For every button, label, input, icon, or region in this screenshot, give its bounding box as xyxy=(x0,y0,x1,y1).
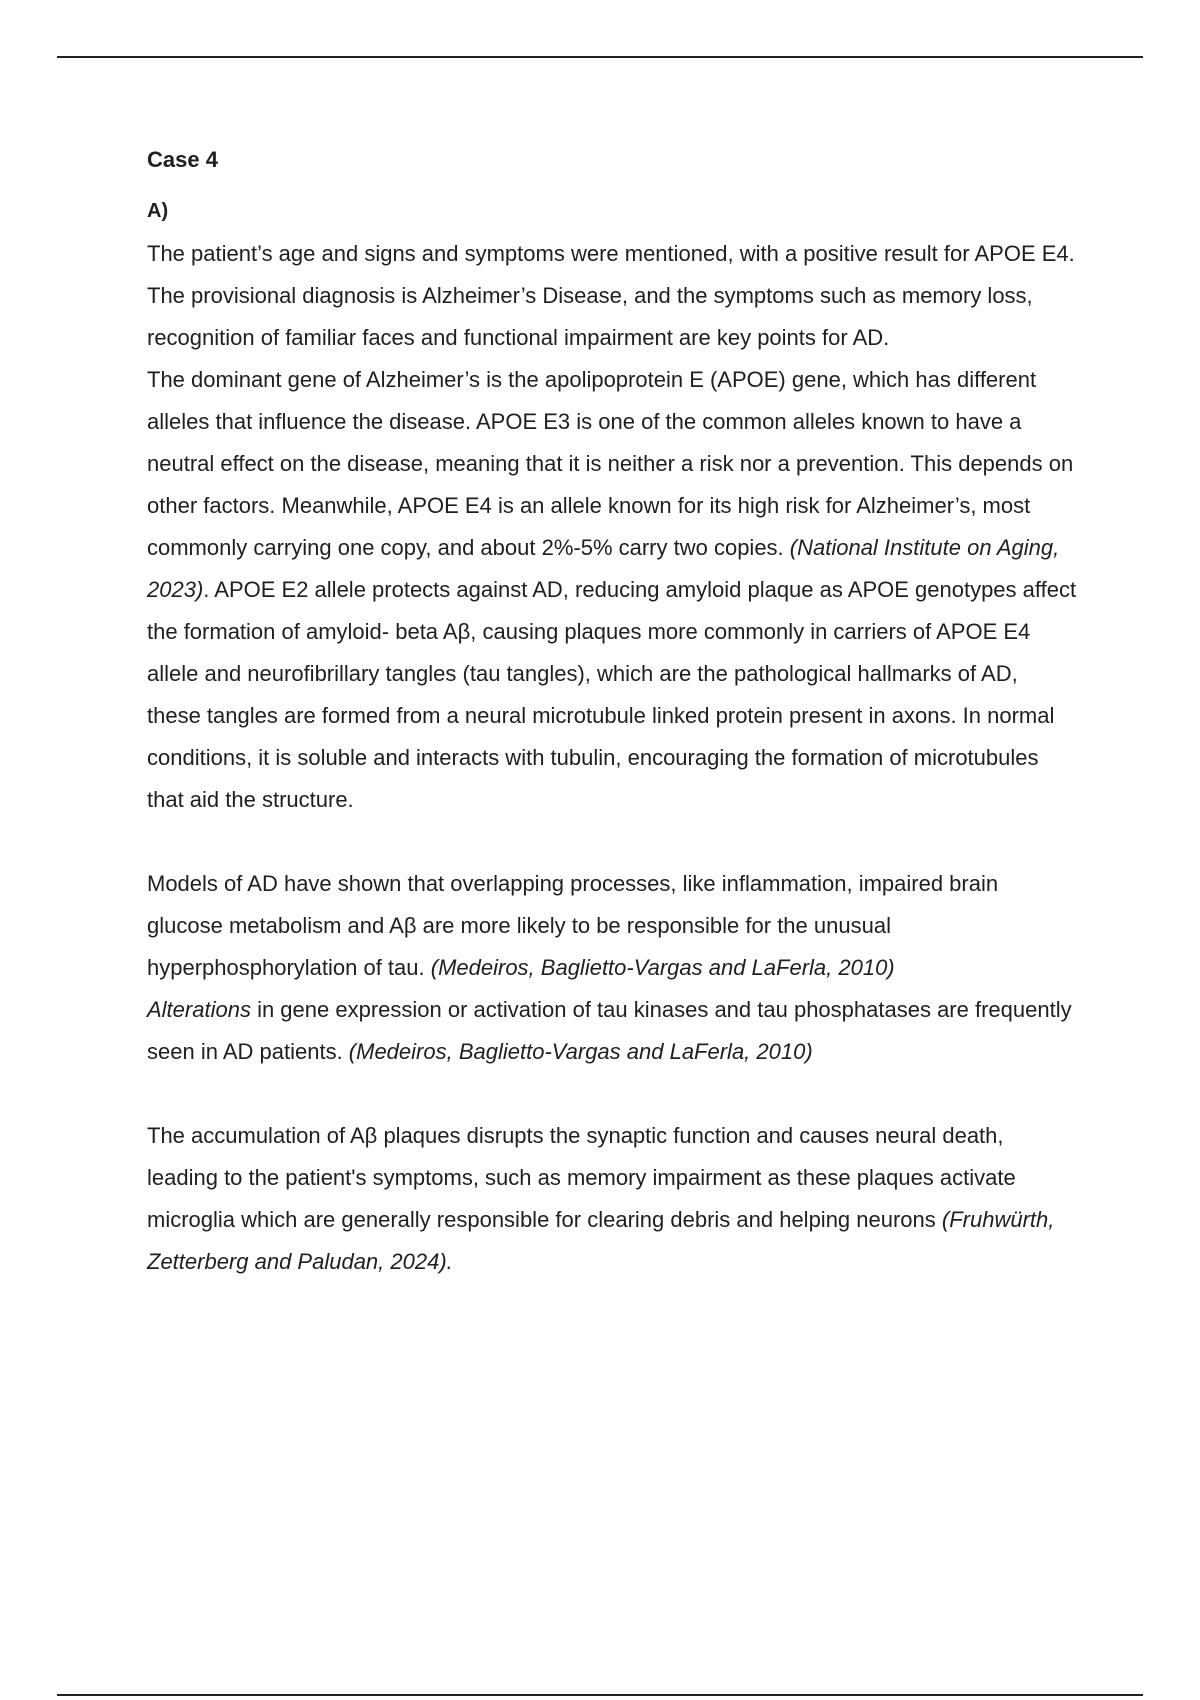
paragraph-3-text-a: Models of AD have shown that overlapping processes, like inflammation, impaired brain glucose metabolism and Aβ are more likely to be responsible for the unusual hyperphosphorylation of tau. xyxy=(147,871,999,980)
bottom-rule xyxy=(57,1694,1143,1696)
citation-fruhwurth: (Fruhwürth, Zetterberg and Paludan, 2024). xyxy=(147,1207,1055,1274)
citation-medeiros-2: (Medeiros, Baglietto-Vargas and LaFerla, 2010) xyxy=(348,1039,813,1064)
top-rule xyxy=(57,56,1143,58)
section-heading: A) xyxy=(147,200,169,222)
paragraph-2 xyxy=(147,359,1077,821)
paragraph-1-text: The patient’s age and signs and symptoms were mentioned, with a positive result for APOE E4. The provisional diagnosis is Alzheimer’s Disease, and the symptoms such as memory loss, recognition of familiar faces and functional impairment are key points for AD. xyxy=(147,241,1075,350)
citation-nia: (National Institute on Aging, 2023) xyxy=(147,535,1060,602)
paragraph-2-text-a: The dominant gene of Alzheimer’s is the apolipoprotein E (APOE) gene, which has different alleles that influence the disease. APOE E3 is one of the common alleles known to have a neutral effect on the disease, meaning that it is neither a risk nor a prevention. This depends on other factors. Meanwhile, APOE E4 is an allele known for its high risk for Alzheimer’s, most commonly carrying one copy, and about 2%-5% carry two copies. xyxy=(147,367,1074,560)
paragraph-3-text-b: in gene expression or activation of tau kinases and tau phosphatases are frequently seen in AD patients. xyxy=(147,997,1072,1064)
paragraph-1 xyxy=(147,233,1077,359)
paragraph-3-italic-word: Alterations xyxy=(147,997,251,1022)
paragraph-4-text: The accumulation of Aβ plaques disrupts the synaptic function and causes neural death, leading to the patient's symptoms, such as memory impairment as these plaques activate microglia which are generally responsible for clearing debris and helping neurons xyxy=(147,1123,1016,1232)
paragraph-3 xyxy=(147,863,1077,1073)
paragraph-gap xyxy=(147,821,1077,863)
paragraph-gap xyxy=(147,1073,1077,1115)
paragraph-2-text-b: . APOE E2 allele protects against AD, reducing amyloid plaque as APOE genotypes affect the formation of amyloid- beta Aβ, causing plaques more commonly in carriers of APOE E4 allele and neurofibrillary tangles (tau tangles), which are the pathological hallmarks of AD, these tangles are formed from a neural microtubule linked protein present in axons. In normal conditions, it is soluble and interacts with tubulin, encouraging the formation of microtubules that aid the structure. xyxy=(147,577,1077,812)
citation-medeiros-1: (Medeiros, Baglietto-Vargas and LaFerla, 2010) xyxy=(430,955,895,980)
paragraph-4 xyxy=(147,1115,1077,1283)
document-body xyxy=(147,145,1077,1283)
case-heading: Case 4 xyxy=(147,147,218,172)
